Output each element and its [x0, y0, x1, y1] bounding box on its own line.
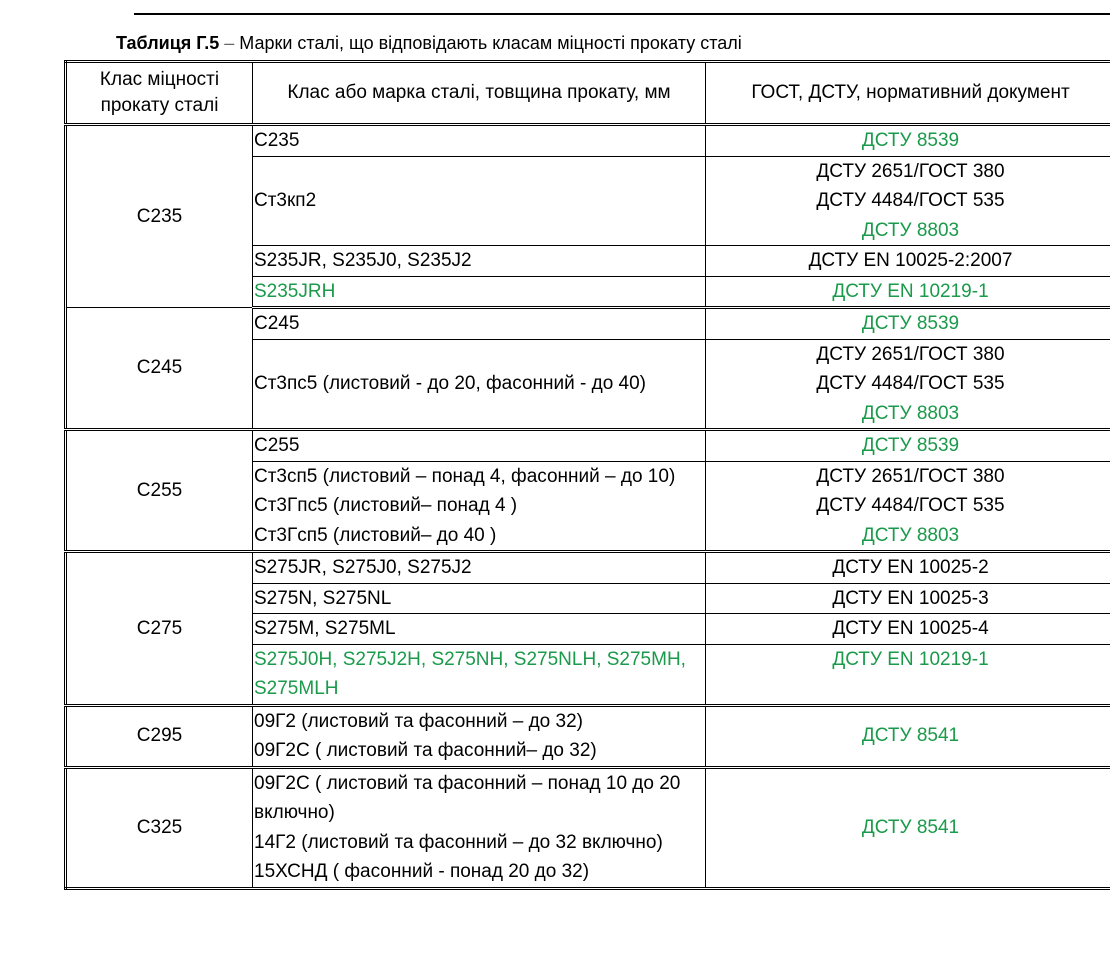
standard-line: ДСТУ 2651/ГОСТ 380	[816, 343, 1005, 365]
standard-line: ДСТУ 4484/ГОСТ 535	[816, 373, 1005, 394]
standard-cell	[706, 156, 1110, 246]
steel-grades-table	[64, 60, 1110, 890]
strength-class-cell: С255	[66, 430, 253, 552]
table-row	[66, 308, 1110, 340]
grade-cell: S275JR, S275J0, S275J2	[253, 552, 706, 584]
standard-cell: ДСТУ 8539	[706, 125, 1110, 157]
grade-cell: С255	[253, 430, 706, 462]
grade-cell: S235JRH	[253, 276, 706, 308]
strength-class-cell: С235	[66, 125, 253, 308]
standard-cell	[706, 339, 1110, 430]
top-rule	[134, 13, 1110, 15]
strength-class-cell: С245	[66, 308, 253, 430]
grade-line: 09Г2С ( листовий та фасонний– до 32)	[254, 740, 597, 761]
standard-cell: ДСТУ 8541	[706, 705, 1110, 767]
standard-cell	[706, 461, 1110, 552]
grade-cell: S275N, S275NL	[253, 583, 706, 614]
standard-line: ДСТУ 8803	[861, 219, 960, 241]
standard-cell: ДСТУ 8539	[706, 430, 1110, 462]
header-steel-grade: Клас або марка сталі, товщина прокату, мм	[253, 62, 706, 125]
grade-line: 15ХСНД ( фасонний - понад 20 до 32)	[254, 861, 590, 882]
table-caption	[116, 32, 742, 54]
strength-class-cell: С275	[66, 552, 253, 706]
standard-cell: ДСТУ EN 10025-2	[706, 552, 1110, 584]
grade-line: 09Г2С ( листовий та фасонний – понад 10 до 20 включно)	[254, 772, 681, 823]
standard-cell: ДСТУ EN 10025-2:2007	[706, 246, 1110, 277]
standard-cell: ДСТУ EN 10025-4	[706, 614, 1110, 645]
standard-cell: ДСТУ 8539	[706, 308, 1110, 340]
grade-line: Ст3сп5 (листовий – понад 4, фасонний – до 10)	[254, 465, 676, 487]
standard-cell: ДСТУ EN 10025-3	[706, 583, 1110, 614]
table-title: Марки сталі, що відповідають класам міцності прокату сталі	[239, 33, 742, 53]
table-row	[66, 125, 1110, 157]
standard-cell: ДСТУ EN 10219-1	[706, 276, 1110, 308]
strength-class-cell: С295	[66, 705, 253, 767]
grade-cell: Ст3пс5 (листовий - до 20, фасонний - до 40)	[253, 339, 706, 430]
grade-cell	[253, 767, 706, 888]
grade-cell: С245	[253, 308, 706, 340]
grade-line: Ст3Гпс5 (листовий– понад 4 )	[254, 495, 518, 516]
standard-line: ДСТУ 2651/ГОСТ 380	[816, 465, 1005, 487]
grade-line: 09Г2 (листовий та фасонний – до 32)	[254, 710, 583, 732]
table-row	[66, 430, 1110, 462]
grade-cell: С235	[253, 125, 706, 157]
table-row	[66, 552, 1110, 584]
standard-line: ДСТУ 8803	[861, 402, 960, 424]
standard-cell: ДСТУ EN 10219-1	[706, 644, 1110, 705]
grade-cell	[253, 461, 706, 552]
standard-line: ДСТУ 8803	[861, 524, 960, 546]
table-number: Таблиця Г.5	[116, 33, 220, 53]
header-strength-class: Клас міцності прокату сталі	[66, 62, 253, 125]
grade-line: Ст3Гсп5 (листовий– до 40 )	[254, 524, 497, 546]
header-standard: ГОСТ, ДСТУ, нормативний документ	[706, 62, 1110, 125]
strength-class-cell: С325	[66, 767, 253, 888]
table-row	[66, 705, 1110, 767]
grade-cell: S275J0H, S275J2H, S275NH, S275NLH, S275MH, S275MLH	[253, 644, 706, 705]
grade-cell	[253, 705, 706, 767]
standard-line: ДСТУ 4484/ГОСТ 535	[816, 495, 1005, 516]
standard-line: ДСТУ 2651/ГОСТ 380	[816, 160, 1005, 182]
standard-line: ДСТУ 4484/ГОСТ 535	[816, 190, 1005, 211]
grade-line: 14Г2 (листовий та фасонний – до 32 включно)	[254, 831, 663, 853]
grade-cell: Ст3кп2	[253, 156, 706, 246]
table-row	[66, 767, 1110, 888]
standard-cell: ДСТУ 8541	[706, 767, 1110, 888]
grade-cell: S235JR, S235J0, S235J2	[253, 246, 706, 277]
grade-cell: S275M, S275ML	[253, 614, 706, 645]
header-row	[66, 62, 1110, 125]
caption-dash: –	[219, 33, 240, 53]
